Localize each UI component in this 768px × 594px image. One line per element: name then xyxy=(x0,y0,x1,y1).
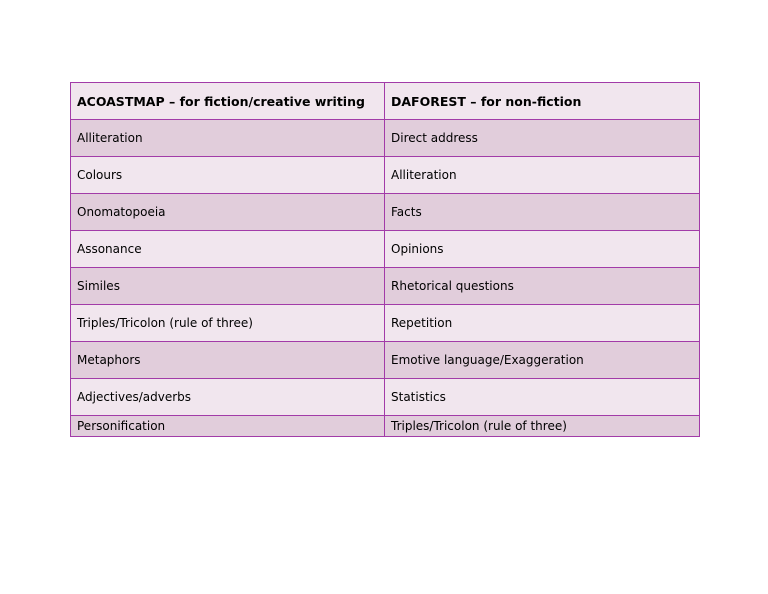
language-devices-table xyxy=(70,82,700,437)
table-row xyxy=(71,379,700,416)
table-row xyxy=(71,342,700,379)
non-fiction-cell: Alliteration xyxy=(385,157,700,194)
non-fiction-cell: Statistics xyxy=(385,379,700,416)
fiction-cell: Colours xyxy=(71,157,385,194)
fiction-cell: Personification xyxy=(71,416,385,437)
fiction-cell: Triples/Tricolon (rule of three) xyxy=(71,305,385,342)
non-fiction-cell: Repetition xyxy=(385,305,700,342)
table-header-row xyxy=(71,83,700,120)
table-row xyxy=(71,268,700,305)
non-fiction-cell: Emotive language/Exaggeration xyxy=(385,342,700,379)
table-row xyxy=(71,416,700,437)
table-row xyxy=(71,305,700,342)
non-fiction-cell: Triples/Tricolon (rule of three) xyxy=(385,416,700,437)
header-fiction: ACOASTMAP – for fiction/creative writing xyxy=(71,83,385,120)
table-row xyxy=(71,231,700,268)
table-row xyxy=(71,157,700,194)
table-row xyxy=(71,194,700,231)
fiction-cell: Similes xyxy=(71,268,385,305)
non-fiction-cell: Rhetorical questions xyxy=(385,268,700,305)
fiction-cell: Assonance xyxy=(71,231,385,268)
table-row xyxy=(71,120,700,157)
fiction-cell: Metaphors xyxy=(71,342,385,379)
non-fiction-cell: Opinions xyxy=(385,231,700,268)
fiction-cell: Alliteration xyxy=(71,120,385,157)
non-fiction-cell: Direct address xyxy=(385,120,700,157)
header-non-fiction: DAFOREST – for non-fiction xyxy=(385,83,700,120)
fiction-cell: Onomatopoeia xyxy=(71,194,385,231)
fiction-cell: Adjectives/adverbs xyxy=(71,379,385,416)
non-fiction-cell: Facts xyxy=(385,194,700,231)
